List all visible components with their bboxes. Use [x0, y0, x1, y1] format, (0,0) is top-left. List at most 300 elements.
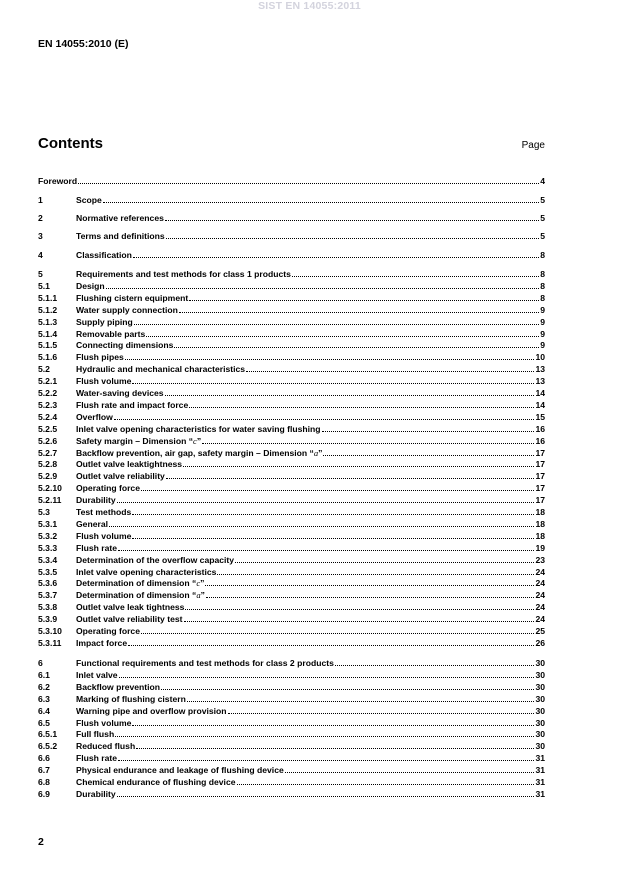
toc-entry-title	[76, 777, 236, 787]
toc-entry-title	[76, 471, 165, 481]
toc-entry-title	[76, 231, 165, 241]
toc-entry[interactable]	[38, 386, 545, 398]
toc-entry-number: 5.3.6	[38, 578, 58, 589]
toc-entry-number: 5.2.4	[38, 411, 58, 422]
toc-entry-number: 5.2	[38, 364, 50, 375]
toc-entry-title	[76, 483, 140, 493]
toc-entry-title-text: Terms and definitions	[76, 231, 165, 241]
toc-entry-title-text: Flush rate	[76, 753, 118, 764]
toc-entry-number: 6.7	[38, 765, 50, 776]
toc-entry-title	[76, 602, 184, 612]
toc-entry[interactable]	[38, 739, 545, 751]
toc-dot-leader	[165, 220, 539, 221]
toc-entry-title-text: Flush volume	[76, 376, 132, 387]
toc-entry-title	[76, 459, 182, 469]
toc-entry-number: 5.1.5	[38, 340, 58, 351]
toc-dot-leader	[165, 395, 535, 396]
toc-entry-page: 30	[535, 681, 545, 692]
toc-entry-number: 5.3.4	[38, 554, 58, 565]
toc-entry-page: 19	[535, 542, 545, 553]
toc-entry-page: 16	[535, 435, 545, 446]
toc-entry-page: 26	[535, 637, 545, 648]
toc-entry[interactable]	[38, 541, 545, 553]
toc-entry-page: 24	[535, 578, 545, 589]
toc-entry-title	[76, 638, 127, 648]
toc-entry-page: 18	[535, 518, 545, 529]
toc-entry-page: 31	[535, 753, 545, 764]
toc-entry-number: 5.3.9	[38, 614, 58, 625]
toc-dot-leader	[125, 359, 535, 360]
toc-entry-title-text: Design	[76, 280, 105, 291]
toc-entry[interactable]	[38, 422, 545, 434]
toc-entry-page: 5	[540, 231, 545, 241]
toc-entry-dimension-symbol: a	[313, 447, 319, 458]
toc-entry-page: 8	[540, 280, 545, 291]
toc-entry-page: 31	[535, 777, 545, 787]
toc-entry-number: 6.1	[38, 669, 50, 680]
toc-entry[interactable]	[38, 174, 545, 186]
toc-entry-title-text: Warning pipe and overflow provision	[76, 705, 227, 716]
toc-entry-title	[76, 555, 234, 565]
toc-entry-number: 6.4	[38, 705, 50, 716]
toc-entry-page: 5	[540, 213, 545, 223]
toc-entry-title	[76, 250, 132, 260]
toc-entry-title	[76, 436, 201, 446]
toc-dot-leader	[183, 466, 534, 467]
toc-entry-title	[76, 531, 131, 541]
toc-dot-leader	[103, 202, 539, 203]
toc-entry-number: 5.2.3	[38, 399, 58, 410]
toc-entry-page: 9	[540, 316, 545, 327]
toc-entry-page: 17	[535, 495, 545, 506]
toc-entry[interactable]	[38, 374, 545, 386]
toc-entry-page: 8	[540, 269, 545, 279]
toc-dot-leader	[185, 609, 534, 610]
toc-entry-title-text: Outlet valve leaktightness	[76, 459, 183, 470]
toc-entry-number: 6.6	[38, 753, 50, 764]
toc-dot-leader	[217, 574, 534, 575]
toc-entry-title	[76, 213, 164, 223]
toc-dot-leader	[146, 336, 539, 337]
toc-entry-number: 5.2.2	[38, 388, 58, 398]
watermark-text: SIST EN 14055:2011	[258, 0, 361, 12]
toc-entry-number: 5.3.1	[38, 518, 58, 529]
toc-entry-number: 5.3.11	[38, 637, 62, 648]
toc-entry-number: 5.1.1	[38, 292, 58, 303]
toc-entry-title-text: General	[76, 518, 109, 529]
toc-entry-page: 30	[535, 693, 545, 704]
toc-entry-page: 24	[535, 614, 545, 625]
toc-entry-title-text: Physical endurance and leakage of flushing device	[76, 765, 284, 776]
toc-entry-title	[76, 305, 178, 315]
toc-entry-number: 5.1.2	[38, 304, 58, 315]
toc-dot-leader	[189, 300, 539, 301]
toc-entry[interactable]	[38, 350, 545, 362]
toc-entry-number: 5.2.7	[38, 447, 58, 458]
toc-entry-title-text: Flush pipes	[76, 352, 124, 363]
toc-entry-title-text: Water supply connection	[76, 304, 178, 315]
toc-entry-title-text: Classification	[76, 250, 132, 260]
toc-dot-leader	[174, 347, 539, 348]
toc-entry-title-text: Test methods	[76, 507, 132, 517]
toc-dot-leader	[184, 621, 535, 622]
toc-entry-title	[76, 364, 245, 374]
toc-entry-number: 5.3.5	[38, 566, 58, 577]
toc-entry-number: 6.5	[38, 717, 50, 728]
toc-entry[interactable]	[38, 636, 545, 648]
toc-entry-title	[38, 176, 77, 186]
toc-dot-leader	[187, 701, 535, 702]
toc-entry-title	[76, 670, 118, 680]
toc-entry-title-text: Reduced flush	[76, 741, 136, 752]
toc-entry-page: 23	[535, 554, 545, 565]
toc-entry[interactable]	[38, 529, 545, 541]
toc-entry-number: 5.1	[38, 280, 50, 291]
toc-entry-title	[76, 281, 105, 291]
toc-entry-title-text: Flush volume	[76, 530, 132, 541]
toc-dot-leader	[246, 371, 534, 372]
toc-entry-number: 5.2.6	[38, 435, 58, 446]
toc-entry-title-text: Operating force	[76, 626, 140, 636]
toc-entry-page: 18	[535, 507, 545, 517]
toc-entry-title-text: Determination of dimension “	[76, 590, 197, 601]
toc-entry[interactable]	[38, 656, 545, 668]
toc-entry[interactable]	[38, 446, 545, 458]
toc-entry-title	[76, 329, 145, 339]
toc-entry-title	[76, 352, 124, 362]
toc-entry[interactable]	[38, 680, 545, 692]
toc-entry[interactable]	[38, 553, 545, 565]
toc-entry[interactable]	[38, 624, 545, 636]
toc-entry-title-text: Inlet valve opening characteristics for water saving flushing	[76, 423, 321, 434]
toc-entry-title-text: Safety margin – Dimension “	[76, 435, 194, 446]
toc-entry[interactable]	[38, 576, 545, 588]
toc-dot-leader	[205, 585, 534, 586]
toc-entry-number: 5.2.5	[38, 423, 58, 434]
toc-entry-page: 30	[535, 658, 545, 668]
toc-entry-title-text: Outlet valve reliability	[76, 471, 165, 482]
toc-entry[interactable]	[38, 751, 545, 763]
toc-entry-number: 6.5.1	[38, 729, 58, 740]
toc-entry-title-text: Requirements and test methods for class 1 products	[76, 269, 291, 279]
toc-entry-title-text: Durability	[76, 788, 116, 799]
toc-entry-title-text: Inlet valve opening characteristics	[76, 566, 217, 577]
toc-entry-title-text: Marking of flushing cistern	[76, 693, 186, 704]
toc-entry-number: 4	[38, 250, 43, 260]
toc-entry-title	[76, 567, 216, 577]
toc-entry-page: 24	[535, 602, 545, 613]
toc-entry-number: 5.2.10	[38, 483, 62, 494]
toc-entry-title-text: Hydraulic and mechanical characteristics	[76, 364, 246, 375]
toc-entry-title-end: ”	[196, 435, 202, 446]
toc-entry-title	[76, 658, 334, 668]
toc-entry-page: 30	[535, 705, 545, 716]
toc-entry-number: 5.2.1	[38, 376, 58, 387]
toc-entry[interactable]	[38, 481, 545, 493]
toc-entry-page: 15	[535, 411, 545, 422]
toc-entry-page: 31	[535, 788, 545, 799]
toc-entry[interactable]	[38, 469, 545, 481]
toc-entry-number: 5	[38, 269, 43, 279]
toc-entry-title	[76, 578, 204, 588]
toc-dot-leader	[141, 490, 534, 491]
toc-entry-title	[76, 706, 227, 716]
toc-dot-leader	[202, 443, 534, 444]
toc-entry[interactable]	[38, 410, 545, 422]
toc-entry[interactable]	[38, 248, 545, 260]
toc-entry[interactable]	[38, 763, 545, 775]
toc-entry-number: 5.3.8	[38, 602, 58, 613]
toc-entry-page: 14	[535, 399, 545, 410]
toc-dot-leader	[115, 736, 534, 737]
toc-entry-title	[76, 195, 102, 205]
toc-entry-number: 5.1.4	[38, 328, 58, 339]
toc-dot-leader	[335, 665, 535, 666]
toc-entry-title	[76, 626, 140, 636]
toc-entry[interactable]	[38, 600, 545, 612]
toc-entry[interactable]	[38, 493, 545, 505]
toc-entry[interactable]	[38, 704, 545, 716]
toc-entry-title-text: Normative references	[76, 213, 164, 223]
toc-entry-title	[76, 590, 205, 600]
toc-entry-number: 5.3.2	[38, 530, 58, 541]
toc-entry[interactable]	[38, 775, 545, 787]
toc-entry-number: 2	[38, 213, 43, 223]
toc-entry-title-text: Water-saving devices	[76, 388, 164, 398]
toc-entry-number: 6.9	[38, 788, 50, 799]
toc-dot-leader	[106, 288, 540, 289]
toc-entry-title-text: Flush volume	[76, 717, 132, 728]
toc-entry-title	[76, 507, 131, 517]
toc-entry-page: 17	[535, 483, 545, 494]
toc-entry[interactable]	[38, 267, 545, 279]
toc-entry-title-text: Durability	[76, 495, 116, 506]
toc-dot-leader	[117, 502, 535, 503]
toc-dot-leader	[161, 689, 534, 690]
toc-entry[interactable]	[38, 727, 545, 739]
page-column-label: Page	[521, 140, 545, 151]
toc-dot-leader	[237, 784, 535, 785]
toc-entry[interactable]	[38, 362, 545, 374]
toc-entry-number: 5.2.8	[38, 459, 58, 470]
toc-entry-title-text: Connecting dimensions	[76, 340, 174, 351]
toc-entry-number: 6	[38, 658, 43, 668]
toc-entry-title-end: ”	[200, 590, 205, 601]
toc-dot-leader	[166, 478, 535, 479]
toc-entry-title	[76, 412, 113, 422]
toc-entry-number: 1	[38, 195, 43, 205]
toc-dot-leader	[189, 407, 534, 408]
toc-entry-title-text: Flush rate and impact force	[76, 399, 189, 410]
toc-entry-page: 14	[535, 388, 545, 398]
toc-entry-title-text: Flushing cistern equipment	[76, 292, 189, 303]
toc-entry-title	[76, 424, 321, 434]
toc-entry-number: 5.3.7	[38, 590, 58, 601]
toc-entry[interactable]	[38, 612, 545, 624]
toc-entry-title-end: ”	[318, 447, 323, 458]
toc-entry[interactable]	[38, 787, 545, 799]
toc-entry-page: 10	[535, 352, 545, 363]
toc-entry[interactable]	[38, 517, 545, 529]
toc-entry-number: 5.1.3	[38, 316, 58, 327]
toc-dot-leader	[141, 633, 534, 634]
toc-entry-title	[76, 495, 116, 505]
toc-entry-dimension-symbol: a	[196, 590, 201, 601]
toc-entry-title	[76, 789, 116, 799]
toc-entry[interactable]	[38, 668, 545, 680]
toc-dot-leader	[118, 760, 534, 761]
toc-entry[interactable]	[38, 338, 545, 350]
toc-entry[interactable]	[38, 279, 545, 291]
toc-dot-leader	[109, 526, 534, 527]
toc-entry-page: 30	[535, 669, 545, 680]
toc-entry-title	[76, 614, 183, 624]
toc-entry[interactable]	[38, 303, 545, 315]
toc-entry-title-text: Flush rate	[76, 542, 118, 553]
toc-entry-page: 25	[535, 626, 545, 636]
toc-entry[interactable]	[38, 434, 545, 446]
toc-entry-page: 18	[535, 530, 545, 541]
toc-entry-page: 16	[535, 423, 545, 434]
toc-entry[interactable]	[38, 692, 545, 704]
toc-entry[interactable]	[38, 291, 545, 303]
toc-entry-page: 13	[535, 364, 545, 375]
toc-dot-leader	[323, 455, 534, 456]
toc-entry-title-text: Full flush	[76, 729, 115, 740]
toc-entry-title-text: Determination of the overflow capacity	[76, 554, 235, 565]
toc-entry-page: 30	[535, 741, 545, 752]
toc-entry-number: 6.2	[38, 681, 50, 692]
toc-entry-page: 9	[540, 340, 545, 351]
toc-dot-leader	[78, 183, 539, 184]
toc-dot-leader	[117, 796, 535, 797]
toc-dot-leader	[133, 257, 539, 258]
toc-entry[interactable]	[38, 193, 545, 205]
toc-entry-dimension-symbol: c	[193, 435, 197, 446]
toc-entry-number: 5.3.3	[38, 542, 58, 553]
toc-entry-page: 31	[535, 765, 545, 776]
toc-dot-leader	[132, 383, 534, 384]
toc-entry-title-end: ”	[200, 578, 205, 589]
toc-entry[interactable]	[38, 588, 545, 600]
toc-entry-title	[76, 388, 164, 398]
toc-entry-number: 5.3	[38, 507, 50, 517]
toc-entry-title	[76, 741, 135, 751]
toc-entry-title	[76, 340, 173, 350]
toc-entry-title-text: Functional requirements and test methods for class 2 products	[76, 658, 334, 668]
toc-dot-leader	[166, 238, 540, 239]
toc-entry[interactable]	[38, 211, 545, 223]
toc-dot-leader	[206, 597, 535, 598]
toc-entry-page: 8	[540, 292, 545, 303]
toc-entry-title	[76, 729, 114, 739]
toc-entry-title	[76, 317, 133, 327]
toc-entry-page: 17	[535, 447, 545, 458]
toc-dot-leader	[118, 550, 534, 551]
toc-entry-number: 5.2.9	[38, 471, 58, 482]
toc-entry[interactable]	[38, 457, 545, 469]
toc-entry-title	[76, 543, 117, 553]
toc-entry-page: 13	[535, 376, 545, 387]
toc-entry[interactable]	[38, 327, 545, 339]
toc-entry-page: 17	[535, 459, 545, 470]
toc-entry-title-text: Backflow prevention, air gap, safety margin – Dimension “	[76, 447, 314, 458]
toc-entry-title-text: Removable parts	[76, 328, 146, 339]
toc-entry-title	[76, 694, 186, 704]
toc-entry-title-text: Determination of dimension “	[76, 578, 197, 589]
toc-entry-title	[76, 400, 188, 410]
toc-entry-title	[76, 269, 291, 279]
toc-dot-leader	[228, 713, 535, 714]
toc-entry-page: 17	[535, 471, 545, 482]
toc-entry[interactable]	[38, 565, 545, 577]
toc-entry-dimension-symbol: c	[196, 578, 201, 589]
toc-entry-number: 5.3.10	[38, 626, 62, 636]
toc-entry-title	[76, 682, 160, 692]
toc-entry-page: 24	[535, 566, 545, 577]
toc-entry-page: 4	[540, 176, 545, 186]
toc-entry-title-text: Outlet valve leak tightness	[76, 602, 185, 613]
toc-entry[interactable]	[38, 716, 545, 728]
toc-entry-title-text: Overflow	[76, 411, 113, 422]
toc-entry-title	[76, 519, 108, 529]
toc-entry-page: 5	[540, 195, 545, 205]
toc-entry-title-text: Impact force	[76, 637, 128, 648]
toc-entry-number: 6.3	[38, 693, 50, 704]
toc-dot-leader	[132, 514, 534, 515]
toc-entry[interactable]	[38, 505, 545, 517]
toc-entry-page: 9	[540, 328, 545, 339]
toc-entry-title-text: Scope	[76, 195, 102, 205]
toc-dot-leader	[119, 677, 535, 678]
toc-entry-page: 24	[535, 590, 545, 601]
toc-dot-leader	[128, 645, 534, 646]
toc-entry-title	[76, 718, 131, 728]
document-id: EN 14055:2010 (E)	[38, 38, 129, 50]
contents-heading: Contents	[38, 135, 103, 152]
toc-entry-number: 3	[38, 231, 43, 241]
toc-entry-number: 6.5.2	[38, 741, 58, 752]
toc-dot-leader	[285, 772, 535, 773]
toc-entry-title-text: Backflow prevention	[76, 681, 161, 692]
toc-entry[interactable]	[38, 229, 545, 241]
toc-entry[interactable]	[38, 315, 545, 327]
toc-entry-title	[76, 765, 284, 775]
toc-dot-leader	[114, 419, 535, 420]
toc-entry-number: 6.8	[38, 777, 50, 787]
toc-dot-leader	[136, 748, 534, 749]
toc-dot-leader	[179, 312, 539, 313]
toc-entry-page: 30	[535, 717, 545, 728]
toc-entry-page: 8	[540, 250, 545, 260]
toc-entry-number: 5.1.6	[38, 352, 58, 363]
toc-entry-title	[76, 376, 131, 386]
toc-entry-title-text: Supply piping	[76, 316, 133, 327]
toc-entry-page: 30	[535, 729, 545, 740]
toc-dot-leader	[132, 725, 534, 726]
toc-entry[interactable]	[38, 398, 545, 410]
toc-entry-title-text: Outlet valve reliability test	[76, 614, 183, 625]
toc-entry-title-text: Operating force	[76, 483, 140, 494]
toc-entry-title	[76, 293, 188, 303]
toc-dot-leader	[134, 324, 539, 325]
toc-entry-number: 5.2.11	[38, 495, 62, 506]
toc-dot-leader	[132, 538, 534, 539]
toc-entry-title-text: Chemical endurance of flushing device	[76, 777, 236, 787]
toc-entry-title-text: Foreword	[38, 176, 78, 186]
toc-entry-page: 9	[540, 304, 545, 315]
toc-dot-leader	[292, 276, 539, 277]
